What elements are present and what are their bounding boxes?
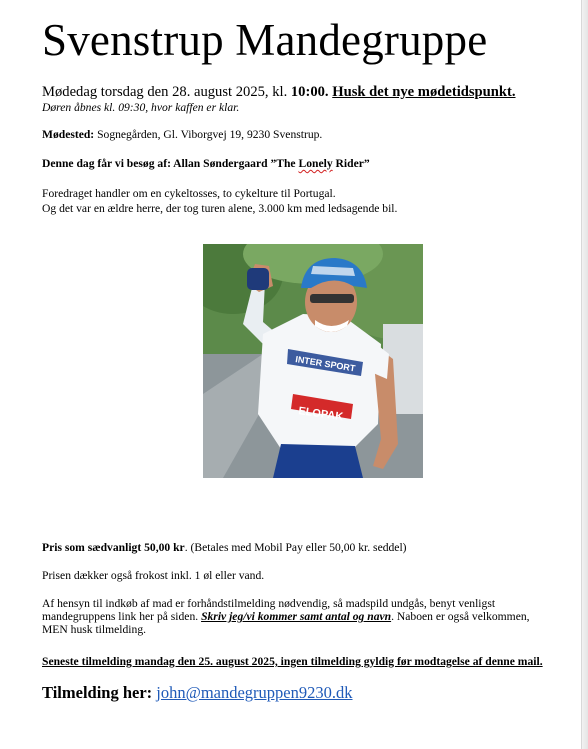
price-amount: Pris som sædvanligt 50,00 kr [42,541,185,554]
guest-text-prefix: Denne dag får vi besøg af: Allan Søndergaard ”The [42,157,299,170]
registration-paragraph [42,597,530,636]
meeting-time: 10:00. [290,84,329,100]
signup-email-link[interactable]: john@mandegruppen9230.dk [156,683,353,702]
lecture-description-line-1: Foredraget handler om en cykeltosses, to cykelture til Portugal. [42,187,336,200]
registration-neighbor-note: . Naboen er også velkommen, [391,610,530,623]
venue-address: Sognegården, Gl. Viborgvej 19, 9230 Svenstrup. [94,128,323,141]
registration-line-3: MEN husk tilmelding. [42,623,147,636]
registration-line-2 [42,610,530,623]
price-line [42,541,407,554]
page-edge-shadow [581,0,588,749]
cyclist-photo-image [203,244,423,478]
guest-text-suffix: Rider” [332,157,370,170]
jersey-sponsor-1: INTER SPORT [294,354,357,374]
meeting-time-reminder: Husk det nye mødetidspunkt. [332,84,516,100]
guest-line [42,157,370,170]
page-title: Svenstrup Mandegruppe [42,15,488,65]
jersey-sponsor-2: ELOPAK [297,405,344,424]
meeting-date-line [42,84,516,101]
venue-label: Mødested: [42,128,95,141]
registration-instruction: Skriv jeg/vi kommer samt antal og navn [201,610,392,623]
venue-line [42,128,322,141]
price-payment-note: . (Betales med Mobil Pay eller 50,00 kr. seddel) [184,541,407,554]
cyclist-photo [203,244,423,478]
lecture-description-line-2: Og det var en ældre herre, der tog turen alene, 3.000 km med ledsagende bil. [42,202,398,215]
meeting-date-text: Mødedag torsdag den 28. august 2025, kl. [42,84,291,100]
signup-line [42,683,353,703]
signup-label: Tilmelding her: [42,683,157,702]
registration-link-text: mandegruppens link her på siden. [42,610,202,623]
registration-line-1: Af hensyn til indkøb af mad er forhåndstilmelding nødvendig, så madspild undgås, benyt venligst [42,597,496,610]
price-covers-line: Prisen dækker også frokost inkl. 1 øl eller vand. [42,569,265,582]
door-open-note: Døren åbnes kl. 09:30, hvor kaffen er klar. [42,101,240,114]
registration-deadline: Seneste tilmelding mandag den 25. august 2025, ingen tilmelding gyldig før modtagelse af denne mail. [42,655,543,668]
spellcheck-flagged-word: Lonely [298,157,333,170]
